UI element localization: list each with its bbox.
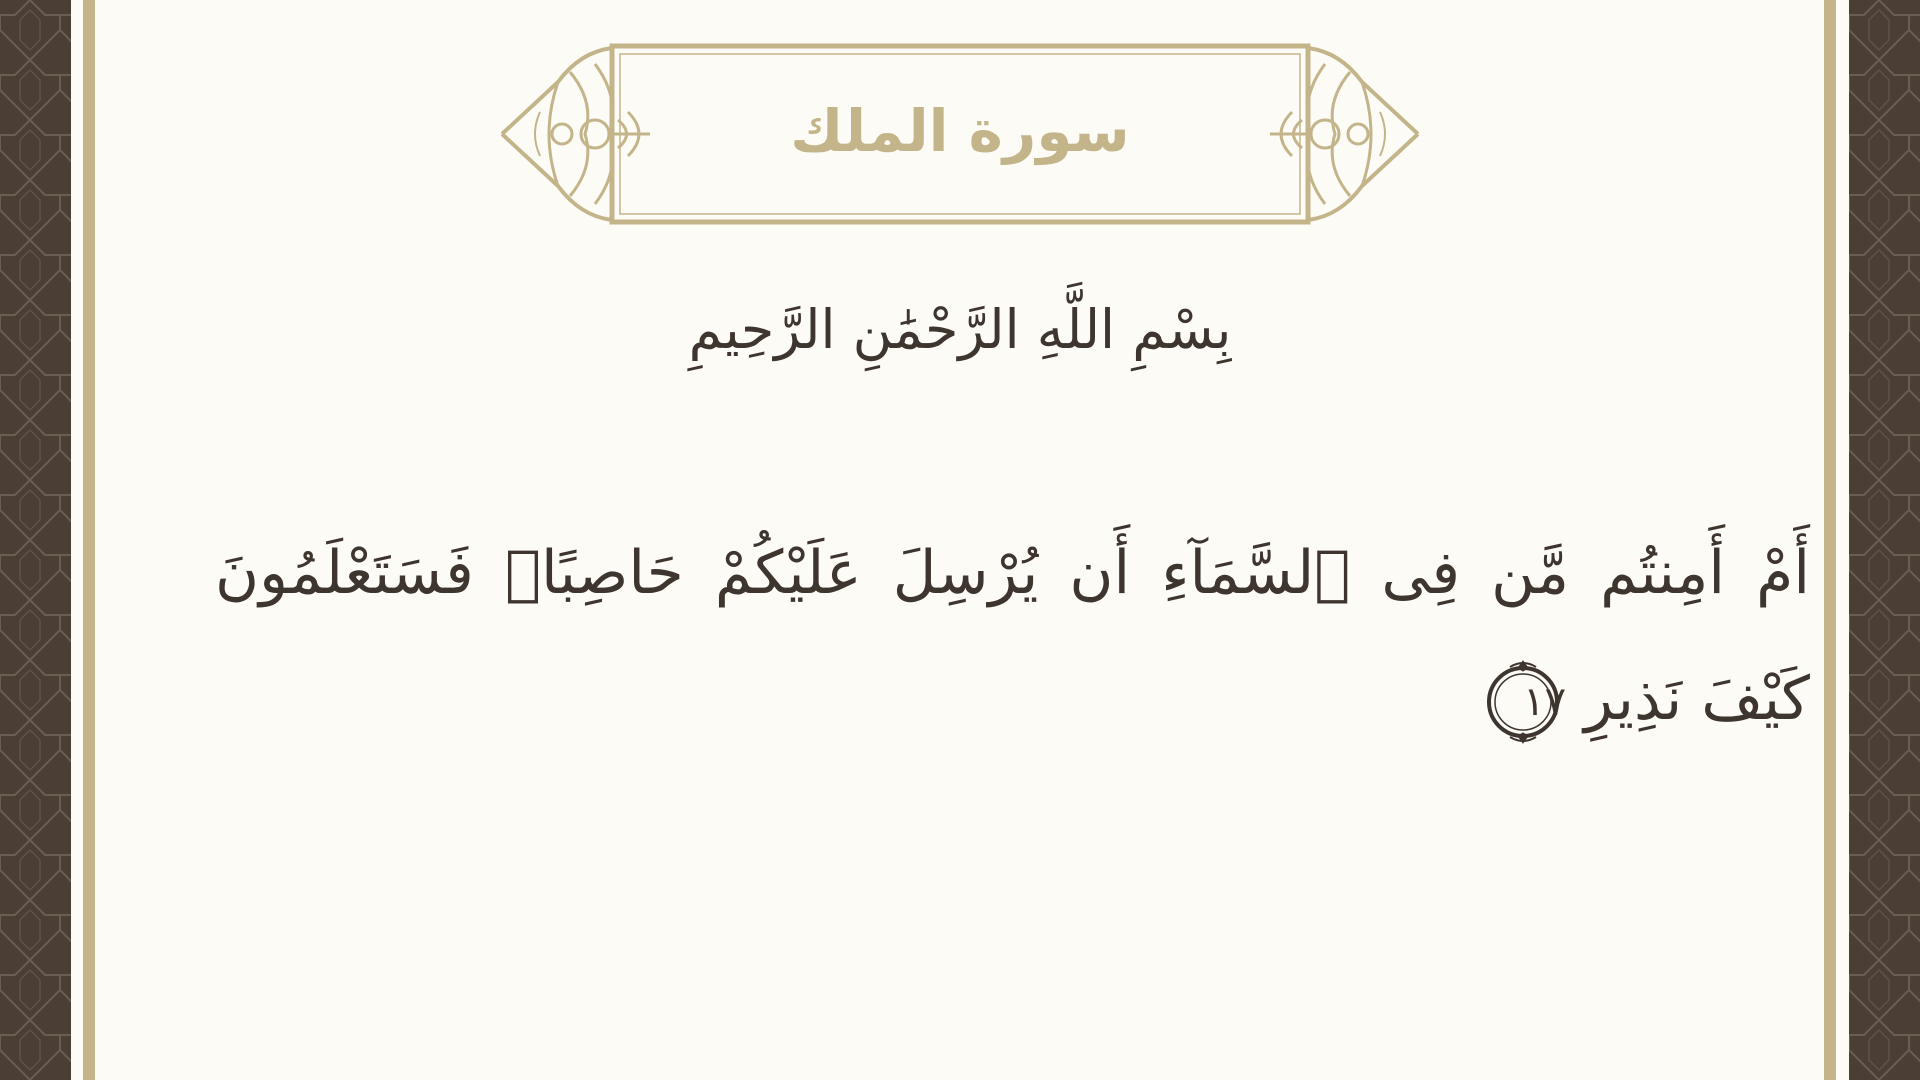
verse-number-marker (1480, 659, 1566, 745)
verse-block (215, 510, 1810, 762)
left-gold-rule (83, 0, 95, 1080)
basmala: بِسْمِ اللَّهِ الرَّحْمَٰنِ الرَّحِيمِ (688, 298, 1232, 361)
right-gold-rule (1824, 0, 1836, 1080)
left-ornamental-border (0, 0, 71, 1080)
right-ornamental-border (1849, 0, 1920, 1080)
verse-text: أَمْ أَمِنتُم مَّن فِى ٱلسَّمَآءِ أَن يُرْسِلَ عَلَيْكُمْ حَاصِبًاۖ فَسَتَعْلَمُونَ كَيْفَ نَذِيرِ (215, 538, 1810, 734)
verse-number: ١٧ (1523, 679, 1567, 726)
surah-title: سورة الملك (790, 97, 1130, 165)
surah-header-frame (500, 42, 1420, 227)
